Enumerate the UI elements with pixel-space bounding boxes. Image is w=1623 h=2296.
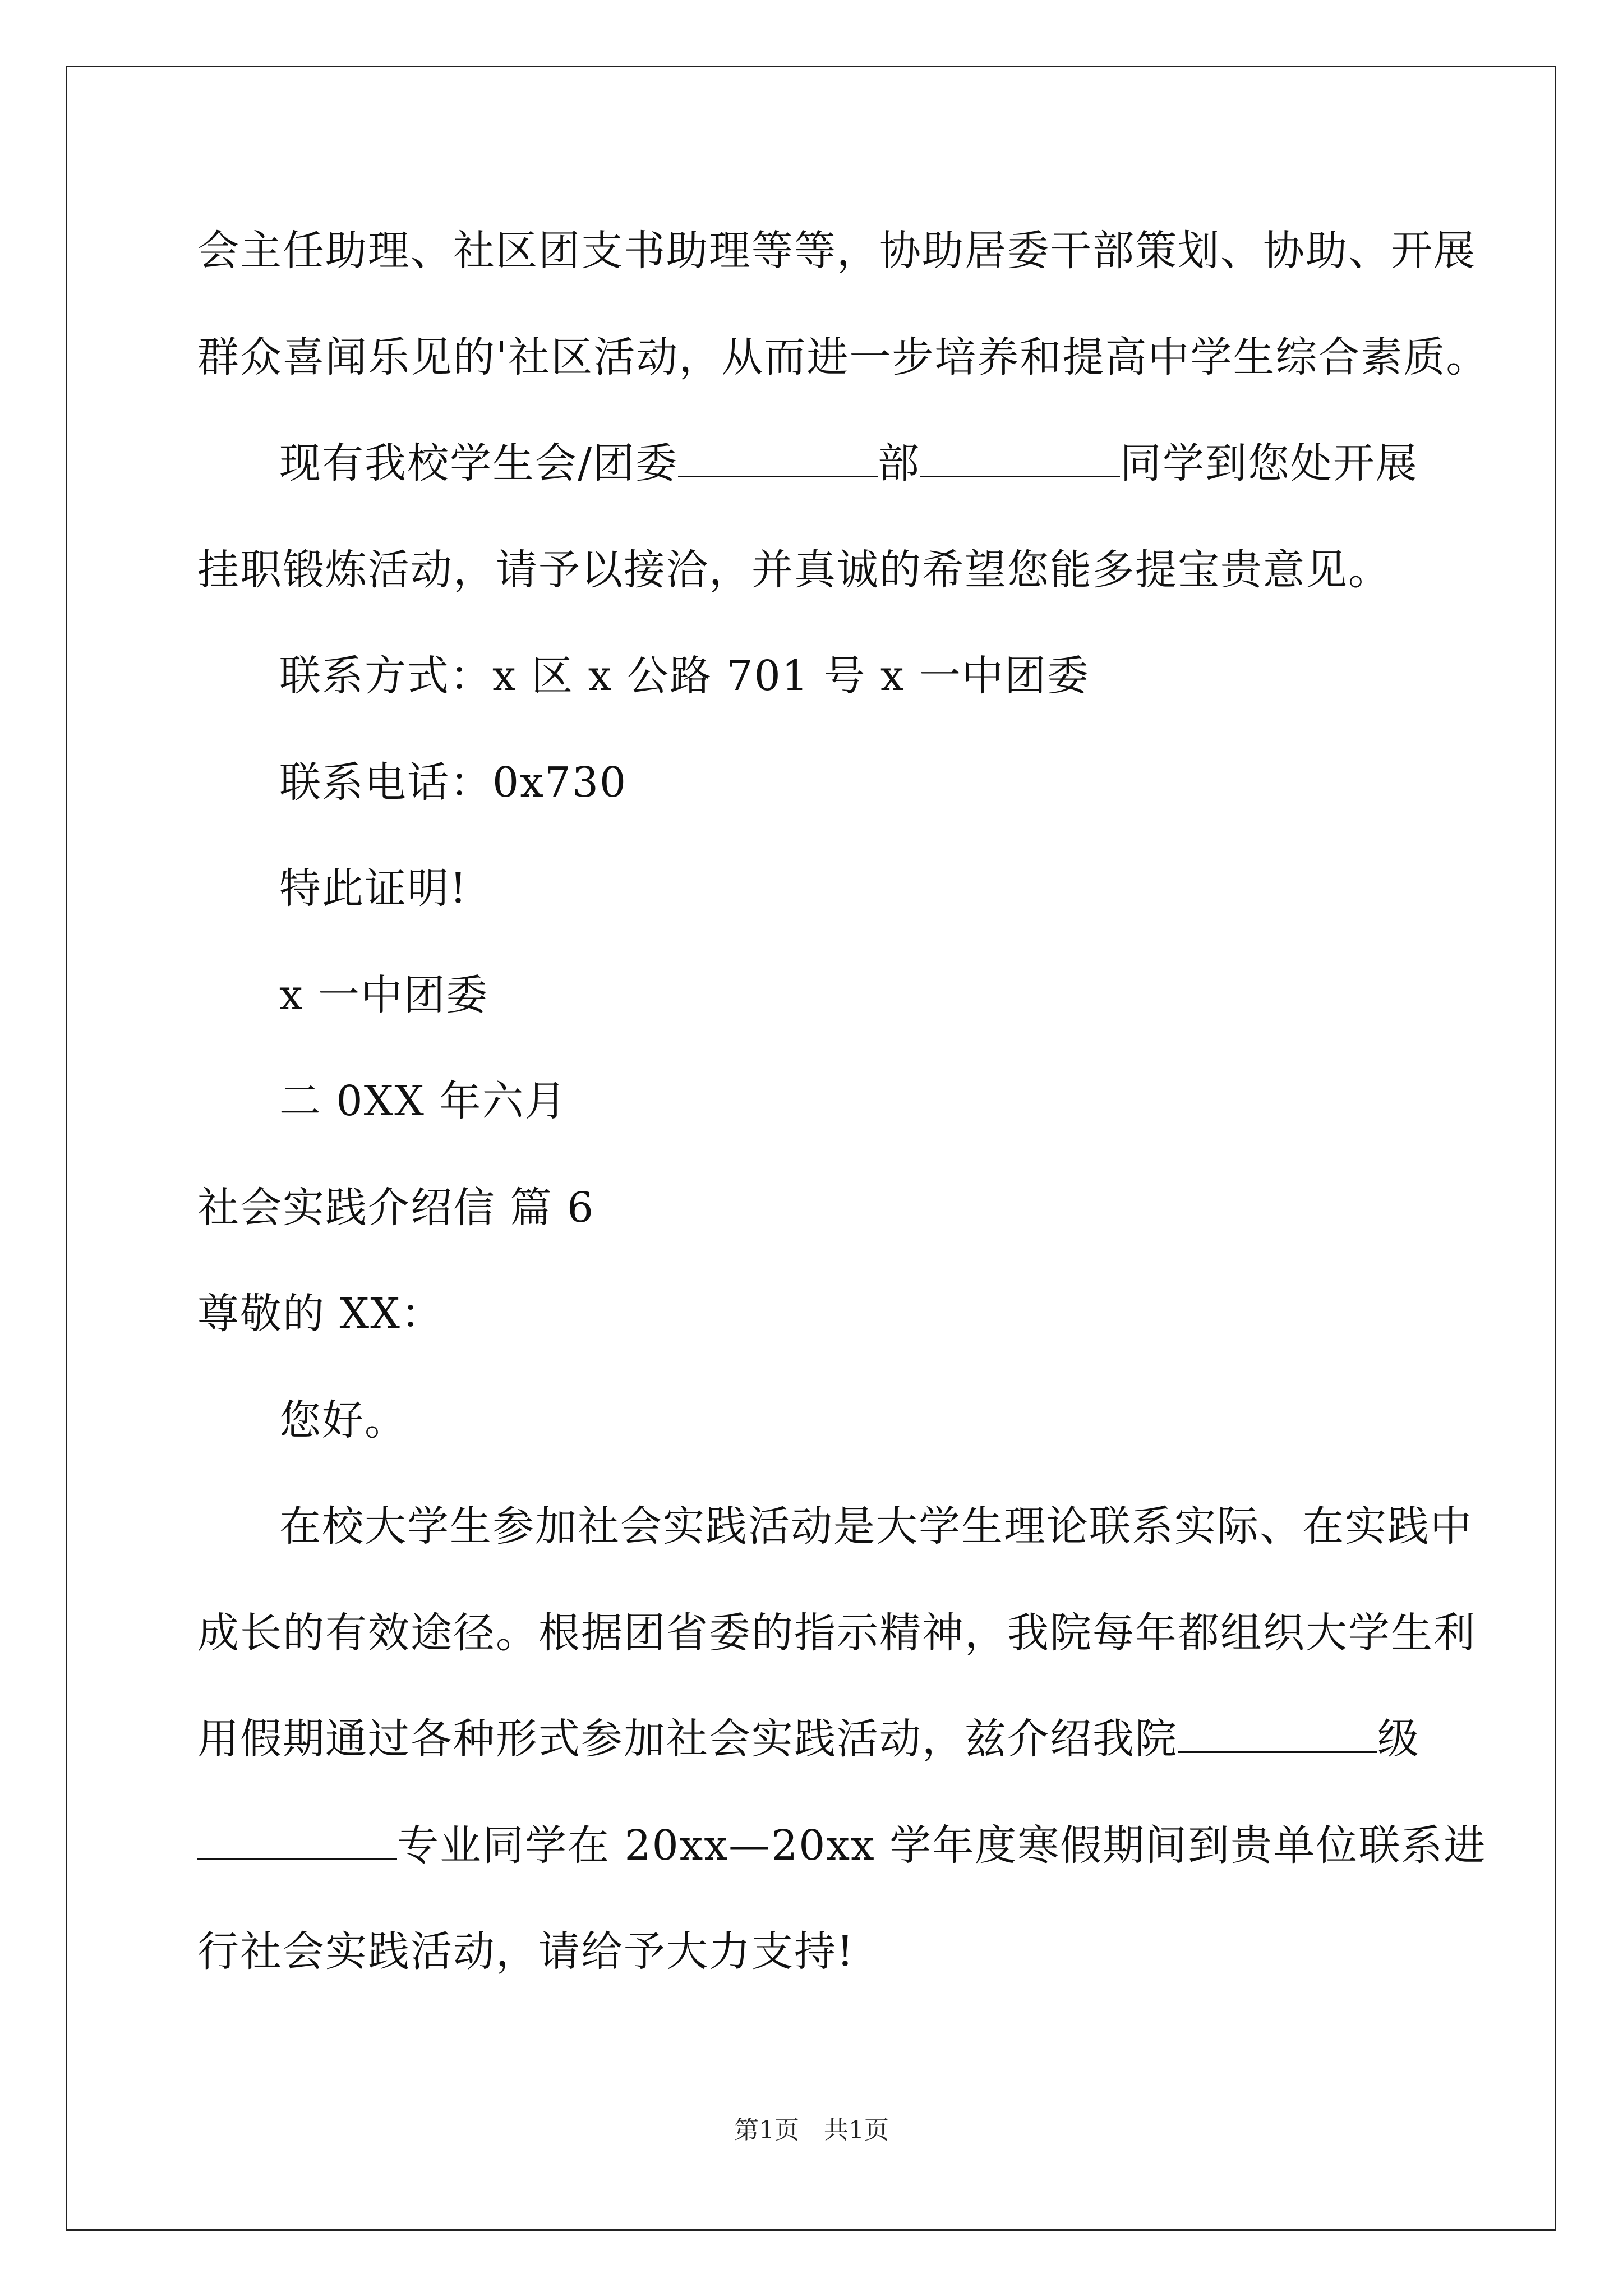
page-border bbox=[66, 66, 1556, 2231]
text-segment: 同学到您处开展 bbox=[1119, 439, 1418, 487]
fill-in-blank bbox=[1178, 1715, 1377, 1753]
fill-in-blank bbox=[920, 440, 1120, 477]
page-number: 第1页 bbox=[734, 2116, 799, 2145]
text-segment: 用假期通过各种形式参加社会实践活动，兹介绍我院 bbox=[197, 1715, 1178, 1763]
fill-in-blank bbox=[678, 440, 878, 477]
section-title: 社会实践介绍信 篇 6 bbox=[197, 1184, 595, 1232]
greeting: 您好。 bbox=[279, 1396, 407, 1444]
hereby-statement: 特此证明! bbox=[279, 864, 468, 913]
body-line-with-blank bbox=[197, 1820, 1486, 1871]
text-segment: 级 bbox=[1377, 1715, 1420, 1763]
signature-date: 二 0XX 年六月 bbox=[279, 1077, 568, 1125]
contact-address: 联系方式：x 区 x 公路 701 号 x 一中团委 bbox=[279, 652, 1090, 700]
body-line: 行社会实践活动，请给予大力支持! bbox=[197, 1927, 855, 1976]
body-line: 在校大学生参加社会实践活动是大学生理论联系实际、在实践中 bbox=[279, 1502, 1473, 1550]
text-segment: 现有我校学生会/团委 bbox=[279, 439, 678, 487]
body-line-with-blanks bbox=[279, 438, 1418, 489]
page-total: 共1页 bbox=[824, 2116, 889, 2145]
body-line-with-blank bbox=[197, 1714, 1420, 1764]
page-footer bbox=[0, 2114, 1623, 2147]
text-segment: 部 bbox=[877, 439, 920, 487]
contact-phone: 联系电话：0x730 bbox=[279, 758, 628, 807]
fill-in-blank bbox=[197, 1822, 397, 1860]
body-line: 挂职锻炼活动，请予以接洽，并真诚的希望您能多提宝贵意见。 bbox=[197, 546, 1391, 594]
text-segment: 专业同学在 20xx—20xx 学年度寒假期间到贵单位联系进 bbox=[397, 1821, 1487, 1870]
body-line: 会主任助理、社区团支书助理等等，协助居委干部策划、协助、开展 bbox=[197, 227, 1476, 275]
body-line: 群众喜闻乐见的'社区活动，从而进一步培养和提高中学生综合素质。 bbox=[197, 333, 1489, 381]
signature-org: x 一中团委 bbox=[279, 971, 489, 1019]
salutation: 尊敬的 XX： bbox=[197, 1290, 444, 1338]
body-line: 成长的有效途径。根据团省委的指示精神，我院每年都组织大学生利 bbox=[197, 1609, 1476, 1657]
